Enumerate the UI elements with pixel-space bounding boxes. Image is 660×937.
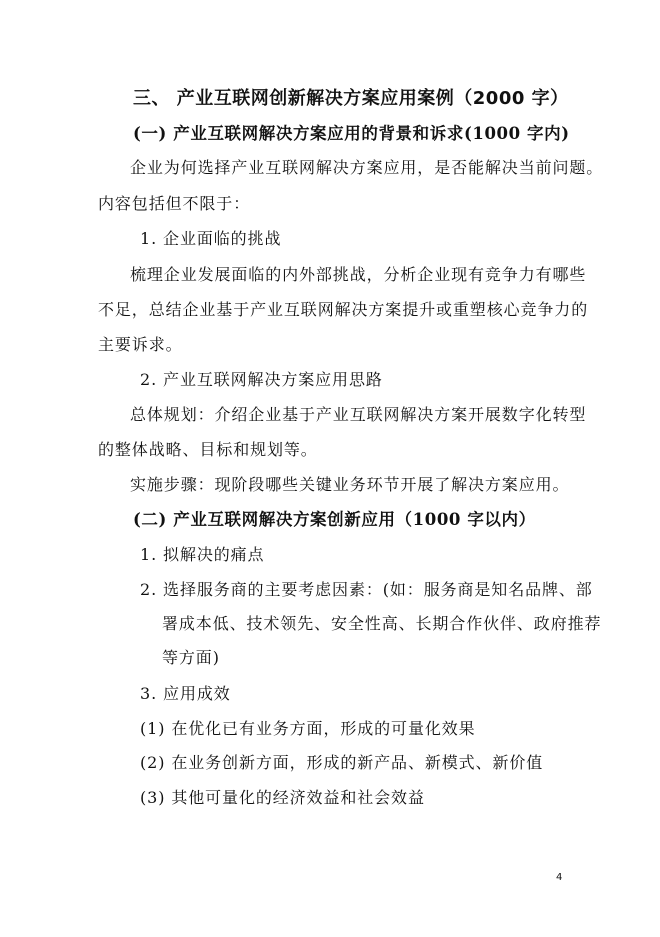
section2-item3: 3. 应用成效 (140, 684, 231, 703)
section1-item1-label: 1. 企业面临的挑战 (140, 229, 282, 248)
section-title: 三、 产业互联网创新解决方案应用案例（2000 字） (133, 88, 569, 109)
section1-item1-text-line3: 主要诉求。 (98, 335, 183, 354)
section2-sub1: (1) 在优化已有业务方面，形成的可量化效果 (140, 719, 476, 738)
section1-intro-line1: 企业为何选择产业互联网解决方案应用，是否能解决当前问题。 (130, 158, 604, 177)
section2-item2-line2: 署成本低、技术领先、安全性高、长期合作伙伴、政府推荐 (162, 614, 602, 633)
section2-heading: (二) 产业互联网解决方案创新应用（1000 字以内） (133, 510, 536, 529)
page-number: 4 (556, 872, 563, 883)
section1-item2-steps: 实施步骤：现阶段哪些关键业务环节开展了解决方案应用。 (130, 475, 570, 494)
section2-sub3: (3) 其他可量化的经济效益和社会效益 (140, 788, 425, 807)
section1-item1-text-line2: 不足，总结企业基于产业互联网解决方案提升或重塑核心竞争力的 (98, 300, 589, 319)
section2-item2-line1: 2. 选择服务商的主要考虑因素：(如：服务商是知名品牌、部 (140, 580, 593, 599)
section1-item1-text-line1: 梳理企业发展面临的内外部挑战，分析企业现有竞争力有哪些 (130, 265, 587, 284)
section2-item1: 1. 拟解决的痛点 (140, 545, 265, 564)
section2-item2-line3: 等方面) (162, 648, 220, 667)
section1-item2-plan-line1: 总体规划：介绍企业基于产业互联网解决方案开展数字化转型 (130, 405, 587, 424)
section1-item2-label: 2. 产业互联网解决方案应用思路 (140, 370, 383, 389)
section2-sub2: (2) 在业务创新方面，形成的新产品、新模式、新价值 (140, 753, 544, 772)
section1-item2-plan-line2: 的整体战略、目标和规划等。 (98, 440, 318, 459)
section1-heading: (一) 产业互联网解决方案应用的背景和诉求(1000 字内) (133, 124, 570, 143)
section1-intro-line2: 内容包括但不限于： (98, 194, 251, 213)
